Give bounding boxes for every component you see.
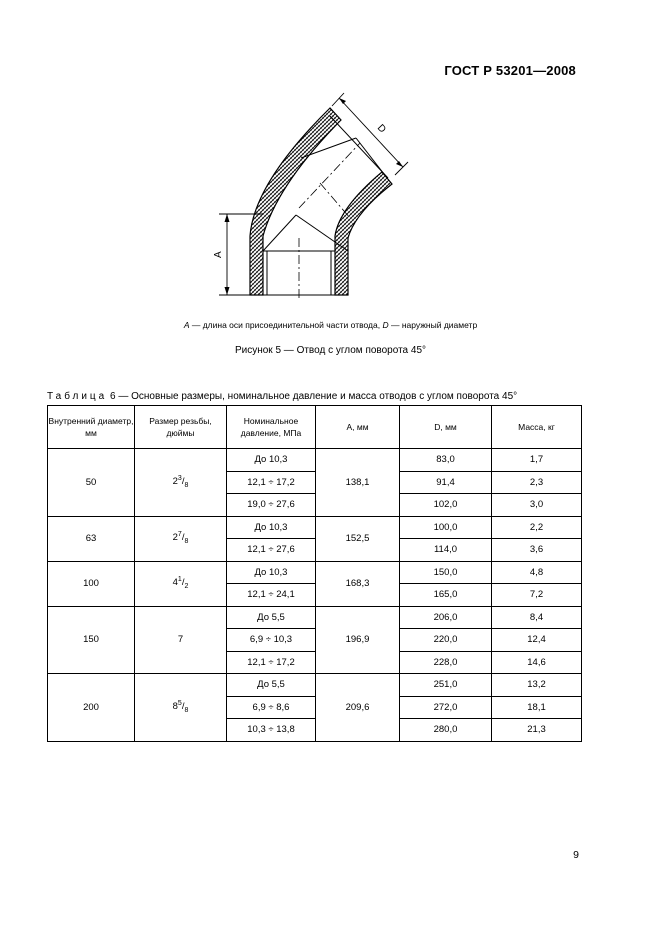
cell-d: 83,0 — [400, 449, 492, 472]
cell-thread-size: $2^7/_8$ — [135, 516, 227, 561]
cell-mass: 12,4 — [492, 629, 582, 652]
cell-mass: 3,0 — [492, 494, 582, 517]
page-number: 9 — [573, 849, 579, 861]
cell-inner-diameter: 100 — [48, 561, 135, 606]
cell-mass: 13,2 — [492, 674, 582, 697]
cell-mass: 2,2 — [492, 516, 582, 539]
header-mass: Масса, кг — [492, 406, 582, 449]
elbow-45-drawing — [205, 88, 425, 303]
cell-d: 220,0 — [400, 629, 492, 652]
cell-nominal-pressure: 12,1 ÷ 17,2 — [227, 471, 316, 494]
cell-mass: 4,8 — [492, 561, 582, 584]
dim-label-a: A — [213, 251, 224, 258]
table-row — [48, 606, 582, 629]
elbow-dimensions-table — [47, 405, 582, 742]
cell-inner-diameter: 63 — [48, 516, 135, 561]
cell-a: 209,6 — [316, 674, 400, 742]
table-row — [48, 561, 582, 584]
cell-d: 251,0 — [400, 674, 492, 697]
cell-thread-size: $4^1/_2$ — [135, 561, 227, 606]
cell-mass: 18,1 — [492, 696, 582, 719]
header-thread-size: Размер резьбы, дюймы — [135, 406, 227, 449]
cell-nominal-pressure: 12,1 ÷ 17,2 — [227, 651, 316, 674]
cell-nominal-pressure: До 10,3 — [227, 516, 316, 539]
header-inner-diameter: Внутренний диаметр, мм — [48, 406, 135, 449]
cell-nominal-pressure: 6,9 ÷ 10,3 — [227, 629, 316, 652]
cell-mass: 1,7 — [492, 449, 582, 472]
cell-d: 280,0 — [400, 719, 492, 742]
cell-d: 150,0 — [400, 561, 492, 584]
table-row — [48, 516, 582, 539]
cell-inner-diameter: 150 — [48, 606, 135, 674]
cell-inner-diameter: 200 — [48, 674, 135, 742]
header-nominal-pressure: Номинальное давление, МПа — [227, 406, 316, 449]
cell-d: 165,0 — [400, 584, 492, 607]
cell-thread-size: 7 — [135, 606, 227, 674]
dim-label-d: D — [374, 122, 388, 136]
cell-nominal-pressure: До 5,5 — [227, 606, 316, 629]
cell-nominal-pressure: До 10,3 — [227, 449, 316, 472]
cell-mass: 8,4 — [492, 606, 582, 629]
document-code: ГОСТ Р 53201—2008 — [444, 63, 576, 78]
cell-d: 102,0 — [400, 494, 492, 517]
cell-mass: 7,2 — [492, 584, 582, 607]
elbow-outer-wall — [250, 108, 341, 295]
cell-nominal-pressure: До 10,3 — [227, 561, 316, 584]
table-row — [48, 449, 582, 472]
cell-nominal-pressure: 12,1 ÷ 27,6 — [227, 539, 316, 562]
table-row — [48, 674, 582, 697]
cell-thread-size: $8^5/_8$ — [135, 674, 227, 742]
cell-mass: 3,6 — [492, 539, 582, 562]
cell-nominal-pressure: 6,9 ÷ 8,6 — [227, 696, 316, 719]
cell-thread-size: $2^3/_8$ — [135, 449, 227, 517]
figure-legend: A — длина оси присоединительной части отвода, D — наружный диаметр — [183, 320, 478, 330]
cell-d: 91,4 — [400, 471, 492, 494]
figure-caption: Рисунок 5 — Отвод с углом поворота 45° — [234, 345, 427, 356]
cell-a: 168,3 — [316, 561, 400, 606]
cell-d: 114,0 — [400, 539, 492, 562]
table-caption: Таблица 6 — Основные размеры, номинальное давление и масса отводов с углом поворота 45° — [47, 391, 518, 402]
cell-mass: 21,3 — [492, 719, 582, 742]
header-a: A, мм — [316, 406, 400, 449]
cell-nominal-pressure: 12,1 ÷ 24,1 — [227, 584, 316, 607]
cell-d: 228,0 — [400, 651, 492, 674]
cell-inner-diameter: 50 — [48, 449, 135, 517]
cell-a: 196,9 — [316, 606, 400, 674]
cell-a: 152,5 — [316, 516, 400, 561]
cell-mass: 14,6 — [492, 651, 582, 674]
cell-nominal-pressure: 10,3 ÷ 13,8 — [227, 719, 316, 742]
cell-d: 206,0 — [400, 606, 492, 629]
cell-nominal-pressure: До 5,5 — [227, 674, 316, 697]
cell-d: 272,0 — [400, 696, 492, 719]
header-d: D, мм — [400, 406, 492, 449]
cell-mass: 2,3 — [492, 471, 582, 494]
cell-nominal-pressure: 19,0 ÷ 27,6 — [227, 494, 316, 517]
elbow-inner-wall — [335, 172, 392, 295]
table-header-row — [48, 406, 582, 449]
cell-a: 138,1 — [316, 449, 400, 517]
table-body — [48, 449, 582, 742]
cell-d: 100,0 — [400, 516, 492, 539]
